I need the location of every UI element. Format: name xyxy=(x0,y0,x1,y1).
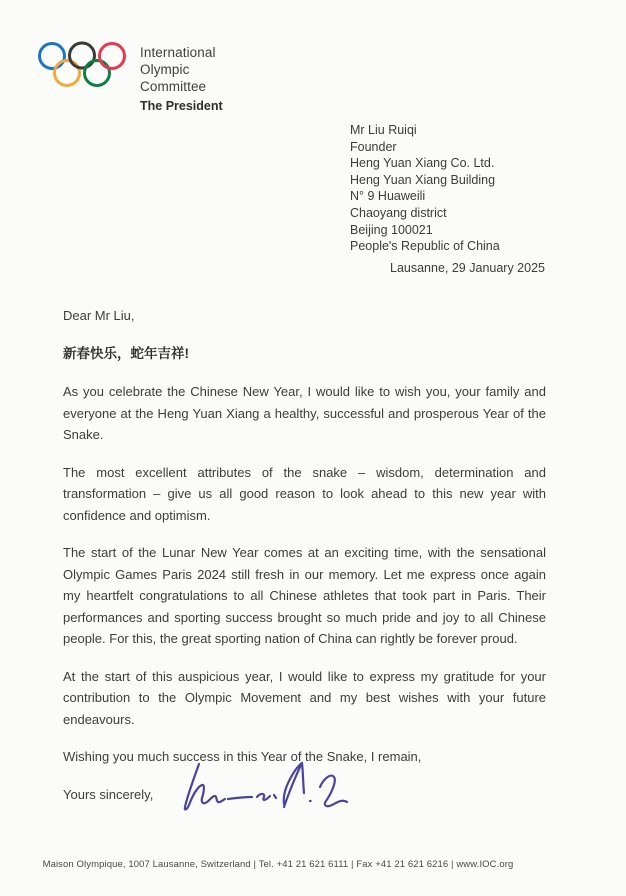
closing: Yours sincerely, xyxy=(63,786,154,802)
recipient-district: Chaoyang district xyxy=(350,205,447,220)
org-name-line: Committee xyxy=(140,79,207,94)
olympic-rings-icon xyxy=(36,40,128,95)
ring-red xyxy=(100,44,125,69)
paragraph-1: As you celebrate the Chinese New Year, I would like to wish you, your family and everyone at the Heng Yuan Xiang a healthy, successful and prosperous Year of the Snake. xyxy=(63,384,546,442)
recipient-building: Heng Yuan Xiang Building xyxy=(350,172,496,187)
date-line: Lausanne, 29 January 2025 xyxy=(390,261,545,275)
signature-strokes xyxy=(185,763,347,809)
ring-black xyxy=(70,43,95,68)
recipient-role: Founder xyxy=(350,139,397,154)
chinese-new-year-greeting: 新春快乐，蛇年吉祥! xyxy=(63,345,189,361)
recipient-company: Heng Yuan Xiang Co. Ltd. xyxy=(350,156,495,171)
recipient-country: People's Republic of China xyxy=(350,239,500,254)
org-name-line: Olympic xyxy=(140,62,190,77)
letter-body xyxy=(63,305,546,805)
recipient-city: Beijing 100021 xyxy=(350,222,433,237)
ring-yellow xyxy=(55,61,80,86)
sign-off-line: Wishing you much success in this Year of the Snake, I remain, xyxy=(63,749,422,764)
ring-blue xyxy=(40,44,65,69)
paragraph-4: At the start of this auspicious year, I would like to express my gratitude for your contribution to the Olympic Movement and my best wishes with your future endeavours. xyxy=(63,668,546,727)
signature-handwritten xyxy=(178,760,352,825)
footer-contact-line: Maison Olympique, 1007 Lausanne, Switzerland | Tel. +41 21 621 6111 | Fax +41 21 621 6216 | www.IOC.org xyxy=(42,859,514,870)
org-name xyxy=(140,44,216,95)
paragraph-3: The start of the Lunar New Year comes at an exciting time, with the sensational Olympic Games Paris 2024 still fresh in our memory. Let me express once again my heartfelt congratulations to all Chinese athletes that took part in Paris. Their performances and sporting success brought so much pride and joy to all Chinese people. For this, the great sporting nation of China can rightly be forever proud. xyxy=(63,545,546,646)
recipient-name: Mr Liu Ruiqi xyxy=(350,123,417,137)
ring-green xyxy=(85,61,110,86)
paragraph-2: The most excellent attributes of the snake – wisdom, determination and transformation – give us all good reason to look ahead to this new year with confidence and optimism. xyxy=(63,464,546,523)
recipient-street: N° 9 Huaweili xyxy=(350,189,426,204)
sender-title: The President xyxy=(140,99,223,113)
recipient-address xyxy=(350,122,500,255)
org-name-line: International xyxy=(140,45,216,60)
salutation: Dear Mr Liu, xyxy=(63,308,135,323)
